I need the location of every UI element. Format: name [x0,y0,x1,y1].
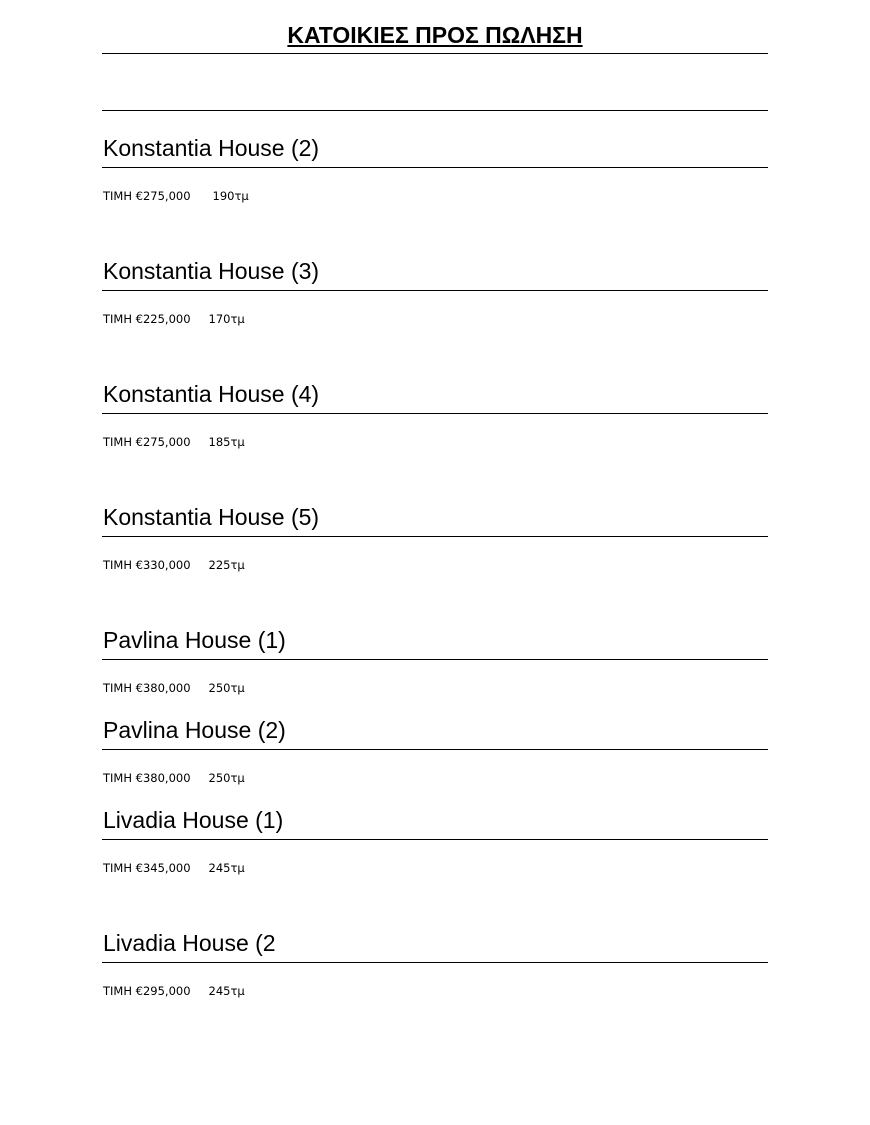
listing-price: ΤΙΜΗ €345,000 [103,861,191,875]
listing-item [102,805,768,875]
listing-item [102,379,768,449]
listing-price: ΤΙΜΗ €225,000 [103,312,191,326]
listing-divider [102,536,768,537]
listing-details [103,312,245,326]
title-divider [102,53,768,54]
listing-item [102,133,768,203]
listing-name: Konstantia House (4) [103,381,320,407]
listing-price: ΤΙΜΗ €330,000 [103,558,191,572]
listing-name: Livadia House (1) [103,807,284,833]
page-title: ΚΑΤΟΙΚΙΕΣ ΠΡΟΣ ΠΩΛΗΣΗ [287,22,583,48]
listing-divider [102,167,768,168]
listing-item [102,502,768,572]
listing-area: 250τμ [208,771,245,785]
listing-area: 245τμ [208,861,245,875]
listing-area: 185τμ [208,435,245,449]
listing-price: ΤΙΜΗ €275,000 [103,189,191,203]
listing-name: Konstantia House (3) [103,258,320,284]
listing-details [103,558,245,572]
listing-details [103,189,249,203]
listing-divider [102,839,768,840]
listing-item [102,928,768,998]
listing-name: Pavlina House (2) [103,717,286,743]
listing-name: Livadia House (2 [103,930,276,956]
listing-price: ΤΙΜΗ €295,000 [103,984,191,998]
listing-area: 245τμ [208,984,245,998]
listing-item [102,715,768,785]
listing-divider [102,413,768,414]
listing-price: ΤΙΜΗ €275,000 [103,435,191,449]
listing-area: 250τμ [208,681,245,695]
listing-divider [102,290,768,291]
listing-name: Pavlina House (1) [103,627,286,653]
section-divider [102,110,768,111]
listing-divider [102,749,768,750]
listing-divider [102,962,768,963]
listing-price: ΤΙΜΗ €380,000 [103,681,191,695]
listing-area: 225τμ [208,558,245,572]
listing-details [103,861,245,875]
listing-details [103,771,245,785]
listing-item [102,256,768,326]
listing-divider [102,659,768,660]
listing-details [103,435,245,449]
listing-name: Konstantia House (2) [103,135,320,161]
listing-item [102,625,768,695]
listing-area: 190τμ [212,189,249,203]
listing-details [103,681,245,695]
listing-area: 170τμ [208,312,245,326]
listing-name: Konstantia House (5) [103,504,320,530]
listing-details [103,984,245,998]
listing-price: ΤΙΜΗ €380,000 [103,771,191,785]
